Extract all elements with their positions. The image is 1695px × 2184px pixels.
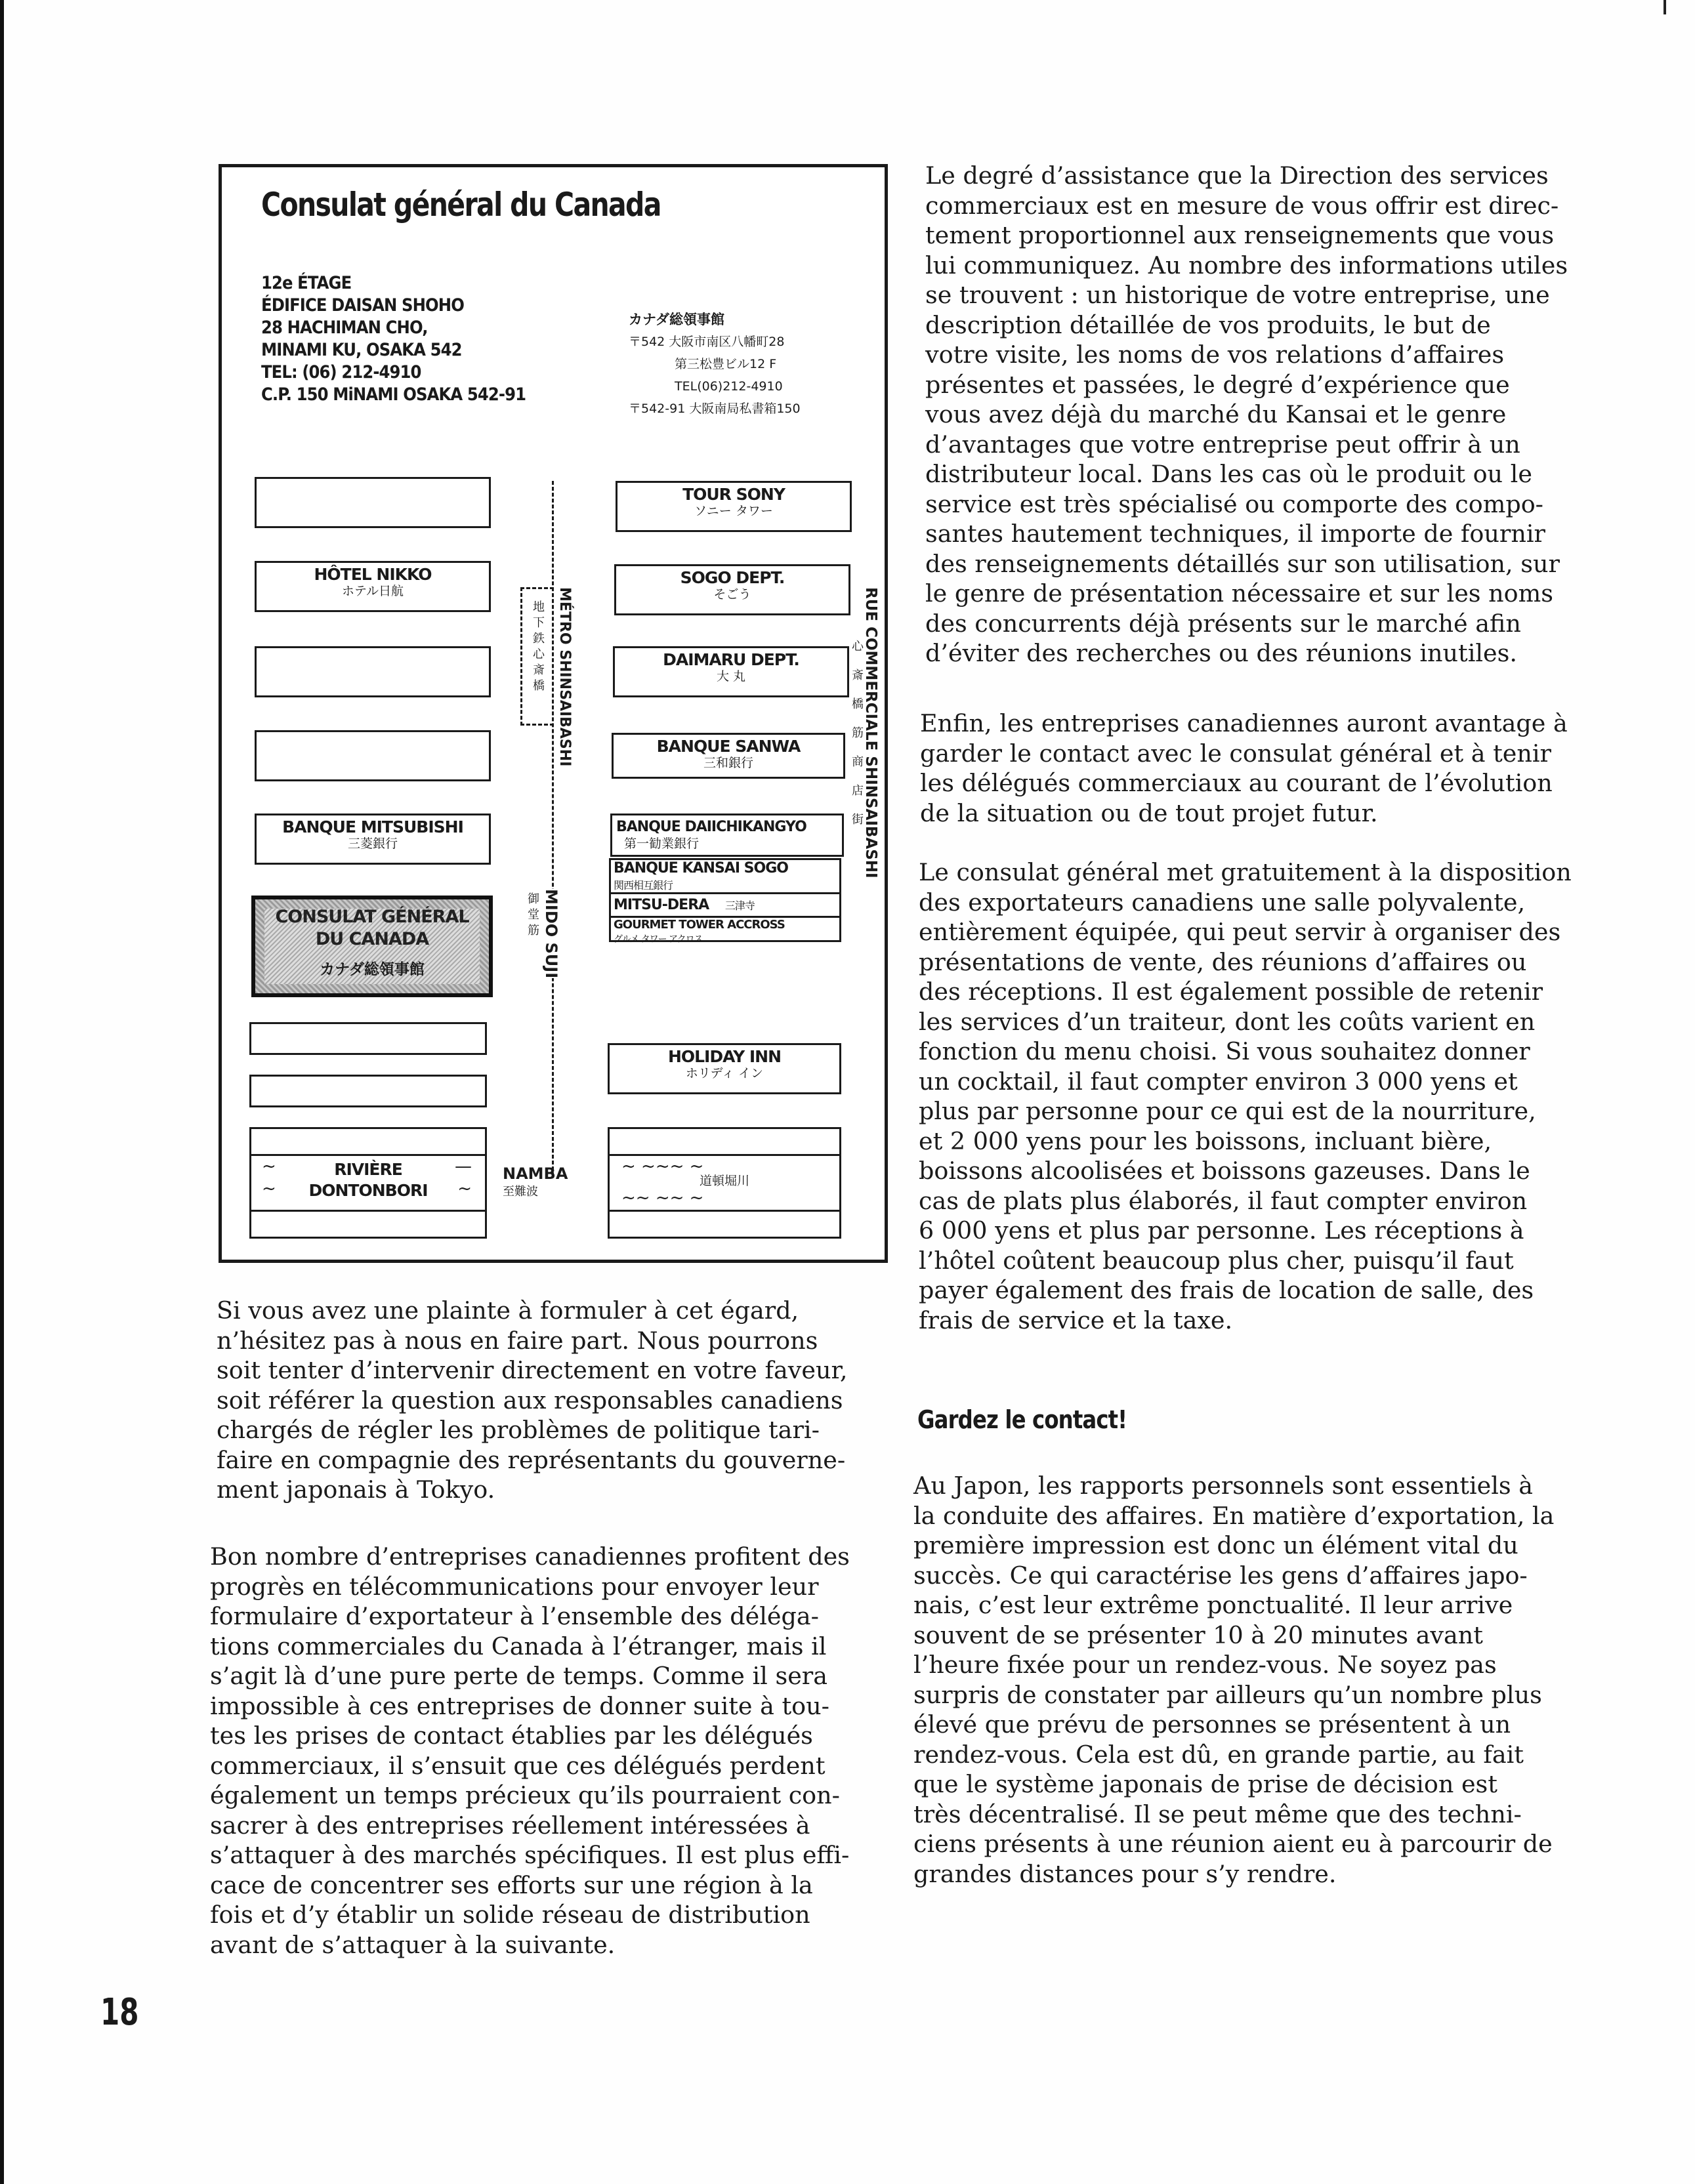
text-line: grandes distances pour s’y rendre. (913, 1859, 1337, 1888)
text-line: Au Japon, les rapports personnels sont essentiels à (913, 1472, 1533, 1500)
rue-commerciale-label: RUE COMMERCIALE SHINSAIBASHI (862, 587, 879, 878)
left-paragraph-1 (217, 1296, 848, 1505)
map-block-banque-mitsubishi (255, 814, 491, 865)
text-line: chargés de régler les problèmes de politique tari- (217, 1416, 820, 1444)
text-line: fois et d’y établir un solide réseau de distribution (210, 1901, 810, 1929)
mido-suji-jp: 御堂筋 (526, 892, 539, 939)
text-line: commerciaux est en mesure de vous offrir est direc- (925, 191, 1559, 220)
address-line: 28 HACHIMAN CHO, (261, 318, 428, 338)
block-name: BANQUE MITSUBISHI (282, 817, 463, 836)
text-line: santes hautement techniques, il importe de fournir (925, 520, 1545, 548)
text-line: des réceptions. Il est également possible de retenir (919, 978, 1543, 1006)
stack-row-kansai-sogo: BANQUE KANSAI SOGO 関西相互銀行 (611, 860, 839, 894)
river-bank (251, 1154, 485, 1156)
text-line: soit tenter d’intervenir directement en votre faveur, (217, 1356, 848, 1384)
map-block-river-left (249, 1127, 487, 1239)
block-name: HÔTEL NIKKO (314, 565, 432, 584)
text-line: que le système japonais de prise de décision est (913, 1770, 1497, 1798)
text-line: de la situation ou de tout projet futur. (920, 798, 1378, 827)
block-name: BANQUE DAIICHIKANGYO (616, 819, 806, 835)
river-label: RIVIÈRE (334, 1160, 402, 1179)
block-name-jp: ホリディ イン (685, 1066, 764, 1081)
text-line: n’hésitez pas à nous en faire part. Nous pourrons (217, 1326, 818, 1355)
right-paragraph-1 (925, 161, 1568, 669)
text-line: cas de plats plus élaborés, il faut compter environ (919, 1186, 1528, 1215)
river-bank (251, 1210, 485, 1212)
address-line: 〒542 大阪市南区八幡町28 (629, 335, 785, 349)
text-line: l’heure fixée pour un rendez-vous. Ne soyez pas (913, 1651, 1497, 1679)
map-block-left-lower-2 (249, 1075, 487, 1107)
address-japanese (629, 308, 801, 420)
river-bank (610, 1210, 839, 1212)
text-line: Le consulat général met gratuitement à la disposition (919, 858, 1572, 886)
text-line: nais, c’est leur extrême ponctualité. Il leur arrive (913, 1591, 1513, 1619)
consulate-line1: CONSULAT GÉNÉRAL (275, 907, 469, 927)
consulate-line2: DU CANADA (315, 929, 429, 949)
text-line: des exportateurs canadiens une salle polyvalente, (919, 888, 1526, 917)
text-line: se trouvent : un historique de votre entreprise, une (925, 281, 1550, 309)
text-line: ciens présents à une réunion aient eu à parcourir de (913, 1830, 1553, 1858)
block-name: BANQUE SANWA (656, 737, 801, 756)
wave-icon: — (455, 1157, 472, 1176)
text-line: avant de s’attaquer à la suivante. (210, 1930, 616, 1959)
text-line: également un temps précieux qu’ils pourraient con- (210, 1781, 840, 1809)
text-line: boissons alcoolisées et boissons gazeuses. Dans le (919, 1157, 1530, 1185)
address-line: ÉDIFICE DAISAN SHOHO (261, 295, 464, 316)
text-line: service est très spécialisé ou comporte des compo- (925, 489, 1543, 518)
block-name-jp: 三和銀行 (703, 756, 753, 770)
block-name: DAIMARU DEPT. (663, 650, 799, 669)
map-block-left-lower-1 (249, 1022, 487, 1055)
text-line: payer également des frais de location de salle, des (919, 1276, 1534, 1304)
text-line: un cocktail, il faut compter environ 3 000 yens et (919, 1067, 1518, 1096)
block-name-jp: 第一勧業銀行 (624, 836, 700, 851)
rue-commerciale-jp: 心斎橋筋商店街 (850, 640, 864, 842)
river-bank (610, 1154, 839, 1156)
text-line: le genre de présentation nécessaire et sur les noms (925, 579, 1553, 608)
text-line: tement proportionnel aux renseignements que vous (925, 221, 1555, 249)
address-line: TEL: (06) 212-4910 (261, 362, 421, 382)
stack-row-gourmet-tower: GOURMET TOWER ACCROSS グルメ タワー アクロス (614, 918, 785, 944)
left-paragraph-2 (210, 1542, 850, 1960)
text-line: 6 000 yens et plus par personne. Les réceptions à (919, 1216, 1524, 1245)
wave-icon: ~ (457, 1179, 472, 1199)
text-line: impossible à ces entreprises de donner suite à tou- (210, 1691, 829, 1720)
text-line: description détaillée de vos produits, le but de (925, 310, 1491, 339)
text-line: sacrer à des entreprises réellement intéressées à (210, 1811, 810, 1840)
map-block-left-4 (255, 730, 491, 781)
text-line: succès. Ce qui caractérise les gens d’affaires japo- (913, 1561, 1528, 1590)
metro-label: MÉTRO SHINSAIBASHI (556, 587, 573, 767)
river-label: DONTONBORI (308, 1181, 428, 1200)
right-paragraph-4 (913, 1471, 1554, 1889)
text-line: première impression est donc un élément vital du (913, 1531, 1518, 1559)
text-line: vous avez déjà du marché du Kansai et le genre (925, 400, 1507, 428)
block-name-jp: そごう (713, 587, 751, 602)
mido-suji-label: MIDO SUJI (542, 889, 560, 979)
corner-mark (1664, 0, 1666, 14)
text-line: souvent de se présenter 10 à 20 minutes avant (913, 1620, 1483, 1649)
address-french (261, 272, 526, 406)
wave-icon: ~ (262, 1157, 276, 1176)
text-line: d’avantages que votre entreprise peut offrir à un (925, 430, 1520, 459)
text-line: la conduite des affaires. En matière d’exportation, la (913, 1501, 1555, 1530)
map-block-consulate (251, 896, 493, 997)
text-line: les délégués commerciaux au courant de l’évolution (920, 769, 1553, 797)
text-line: commerciaux, il s’ensuit que ces délégués perdent (210, 1751, 826, 1780)
text-line: progrès en télécommunications pour envoyer leur (210, 1572, 819, 1601)
address-line: TEL(06)212-4910 (675, 379, 783, 394)
namba-label: NAMBA 至難波 (503, 1164, 568, 1199)
map-block-banque-daiichikangyo (610, 814, 844, 857)
block-name-jp: 三菱銀行 (347, 836, 398, 851)
map-block-tour-sony (616, 481, 852, 532)
map-block-left-3 (255, 646, 491, 697)
wave-icon: ~ ~~~ ~ (621, 1157, 704, 1176)
text-line: des concurrents déjà présents sur le marché afin (925, 609, 1521, 638)
map-block-sogo-dept (614, 564, 850, 615)
text-line: ment japonais à Tokyo. (217, 1475, 495, 1504)
page-edge (0, 0, 4, 2184)
page-number: 18 (100, 1991, 139, 2034)
text-line: distributeur local. Dans les cas où le produit ou le (925, 460, 1532, 488)
address-line: 12e ÉTAGE (261, 273, 352, 293)
text-line: les services d’un traiteur, dont les coûts varient en (919, 1007, 1536, 1036)
river-label-jp: 道頓堀川 (699, 1174, 749, 1188)
block-name: SOGO DEPT. (680, 568, 785, 587)
block-name: TOUR SONY (682, 485, 785, 504)
text-line: faire en compagnie des représentants du gouverne- (217, 1445, 846, 1474)
text-line: Bon nombre d’entreprises canadiennes profitent des (210, 1542, 850, 1571)
right-paragraph-3 (919, 857, 1572, 1335)
map-block-holiday-inn (608, 1043, 841, 1094)
consulate-jp: カナダ総領事館 (320, 961, 425, 978)
wave-icon: ~~ ~~ ~ (621, 1188, 704, 1208)
stack-row-mitsu-dera: MITSU-DERA 三津寺 (611, 894, 839, 918)
map-block-stack (609, 858, 841, 942)
map-block-river-right (608, 1127, 841, 1239)
address-line: 〒542-91 大阪南局私書箱150 (629, 402, 801, 416)
map-block-banque-sanwa (612, 733, 845, 779)
text-line: lui communiquez. Au nombre des informations utiles (925, 251, 1568, 279)
address-line: C.P. 150 MiNAMI OSAKA 542-91 (261, 384, 526, 405)
block-name-jp: ホテル日航 (341, 584, 404, 598)
text-line: soit référer la question aux responsables canadiens (217, 1386, 843, 1414)
text-line: cace de concentrer ses efforts sur une région à la (210, 1870, 813, 1899)
right-paragraph-2 (920, 709, 1568, 828)
text-line: rendez-vous. Cela est dû, en grande partie, au fait (913, 1740, 1524, 1769)
text-line: surpris de constater par ailleurs qu’un nombre plus (913, 1680, 1542, 1709)
text-line: Si vous avez une plainte à formuler à cet égard, (217, 1296, 799, 1325)
text-line: votre visite, les noms de vos relations d’affaires (925, 340, 1505, 369)
text-line: Enfin, les entreprises canadiennes auront avantage à (920, 709, 1568, 737)
text-line: très décentralisé. Il se peut même que des techni- (913, 1800, 1522, 1828)
address-line: MINAMI KU, OSAKA 542 (261, 340, 462, 360)
text-line: d’éviter des recherches ou des réunions inutiles. (925, 639, 1517, 667)
map-block-daimaru-dept (613, 646, 849, 697)
text-line: des renseignements détaillés sur son utilisation, sur (925, 549, 1560, 578)
block-name-jp: 大 丸 (716, 669, 746, 684)
text-line: Le degré d’assistance que la Direction des services (925, 161, 1549, 190)
address-line: カナダ総領事館 (629, 312, 724, 327)
metro-line (552, 481, 554, 1176)
text-line: et 2 000 yens pour les boissons, incluant bière, (919, 1126, 1492, 1155)
text-line: entièrement équipée, qui peut servir à organiser des (919, 918, 1561, 946)
section-heading: Gardez le contact! (917, 1405, 1127, 1434)
text-line: élevé que prévu de personnes se présentent à un (913, 1710, 1511, 1739)
text-line: tions commerciales du Canada à l’étranger, mais il (210, 1632, 827, 1660)
wave-icon: ~ (262, 1179, 276, 1199)
block-name: HOLIDAY INN (667, 1047, 782, 1066)
map-block-hotel-nikko (255, 561, 491, 612)
text-line: présentes et passées, le degré d’expérience que (925, 370, 1510, 399)
address-line: 第三松豊ビル12 F (675, 357, 777, 371)
text-line: présentations de vente, des réunions d’affaires ou (919, 947, 1527, 976)
text-line: formulaire d’exportateur à l’ensemble des déléga- (210, 1602, 819, 1630)
block-name-jp: ソニー タワー (694, 504, 773, 518)
text-line: garder le contact avec le consulat général et à tenir (920, 739, 1551, 768)
map-block-left-1 (255, 477, 491, 528)
text-line: s’agit là d’une pure perte de temps. Comme il sera (210, 1662, 827, 1690)
text-line: l’hôtel coûtent beaucoup plus cher, puisqu’il faut (919, 1246, 1514, 1275)
text-line: tes les prises de contact établies par les délégués (210, 1721, 813, 1750)
text-line: frais de service et la taxe. (919, 1306, 1233, 1334)
consulate-map (219, 164, 888, 1263)
map-title: Consulat général du Canada (261, 186, 661, 224)
text-line: fonction du menu choisi. Si vous souhaitez donner (919, 1037, 1530, 1065)
text-line: s’attaquer à des marchés spécifiques. Il est plus effi- (210, 1841, 850, 1869)
metro-label-jp: 地下鉄心斎橋 (531, 600, 545, 695)
text-line: plus par personne pour ce qui est de la nourriture, (919, 1097, 1536, 1125)
